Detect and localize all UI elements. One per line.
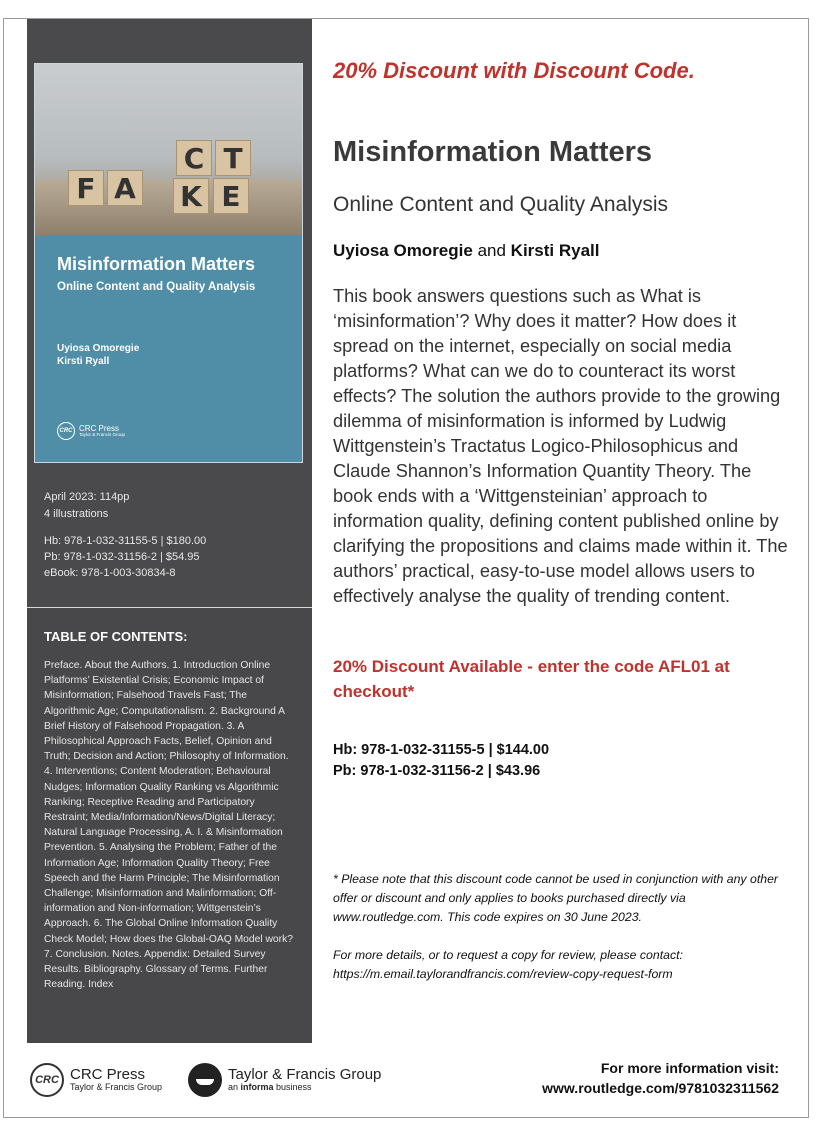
cover-block-f: F (68, 170, 104, 206)
discount-terms-note: * Please note that this discount code cannot be used in conjunction with any other offer or discount and only applies to books purchased directly via www.routledge.com. This code expires on 30 June 2023. (333, 872, 779, 924)
cover-title: Misinformation Matters (57, 254, 256, 274)
isbn-hb: Hb: 978-1-032-31155-5 | $180.00 (44, 535, 207, 547)
crc-logo-name: CRC Press (70, 1065, 146, 1083)
tf-logo-sub (228, 1083, 381, 1093)
toc-text: Preface. About the Authors. 1. Introduction Online Platforms’ Existential Crisis; Economic Impact of Misinformation; Falsehood Travels Fast; The Algorithmic Age; Computationalism. 2. Background A Brief History of Falsehood Propagation. 3. A Philosophical Approach Facts, Belief, Opinion and Truth; Decision and Action; Philosophy of Information. 4. Interventions; Content Moderation; Behavioural Nudges; Information Quality Ranking vs Algorithmic Ranking; Receptive Reading and Participatory Restraint; Media/Information/News/Digital Literacy; Natural Language Processing, A. I. & Misinformation Prevention. 5. Analysing the Problem; Father of the Information Age; Information Quality Theory; Free Speech and the Harm Principle; The Misinformation Challenge; Misinformation and Malinformation; Off-information and Non-information; Wittgenstein’s Approach. 6. The Global Online Information Quality Check Model; How does the Global-OAQ Model work? 7. Conclusion. Notes. Appendix: Detailed Survey Results. Bibliography. Glossary of Terms. Further Reading. Index (44, 660, 293, 991)
tf-sub-suffix: business (273, 1082, 312, 1093)
cover-publisher (57, 422, 125, 440)
more-info-link[interactable]: www.routledge.com/9781032311562 (542, 1080, 779, 1096)
discount-code-offer: 20% Discount Available - enter the code AFL01 at checkout* (333, 657, 730, 701)
crc-logo-icon: CRC (57, 422, 75, 440)
discount-banner: 20% Discount with Discount Code. (333, 58, 695, 83)
cover-block-t: T (215, 140, 251, 176)
tf-sub-prefix: an (228, 1082, 241, 1093)
book-cover (34, 63, 303, 463)
crc-logo-sub: Taylor & Francis Group (70, 1082, 163, 1093)
isbn-ebook: eBook: 978-1-003-30834-8 (44, 567, 176, 579)
price-hb: Hb: 978-1-032-31155-5 | $144.00 (333, 742, 550, 758)
cover-author-2: Kirsti Ryall (57, 356, 110, 367)
authors (333, 241, 599, 261)
review-copy-contact: For more details, or to request a copy for review, please contact: https://m.email.taylorandfrancis.com/review-copy-request-form (333, 948, 683, 981)
cover-block-e: E (213, 178, 249, 214)
author-1: Uyiosa Omoregie (333, 241, 473, 260)
crc-press-logo (30, 1063, 162, 1097)
taylor-francis-logo (188, 1063, 381, 1097)
tf-logo-name: Taylor & Francis Group (228, 1065, 382, 1083)
page-subtitle: Online Content and Quality Analysis (333, 193, 669, 216)
cover-block-c: C (176, 140, 212, 176)
page-title: Misinformation Matters (333, 136, 653, 168)
toc-heading: TABLE OF CONTENTS: (44, 629, 188, 644)
illustration-count: 4 illustrations (44, 508, 109, 520)
isbn-pb: Pb: 978-1-032-31156-2 | $54.95 (44, 551, 200, 563)
book-description: This book answers questions such as What is ‘misinformation’? Why does it matter? How does it spread on the internet, especially on social media platforms? What can we do to counteract its worst effects? The solution the authors provide to the growing dilemma of misinformation is informed by Ludwig Wittgenstein’s Tractatus Logico-Philosophicus and Claude Shannon’s Information Quantity Theory. The book ends with a ‘Wittgensteinian’ approach to information quality, defining content published online by clarifying the propositions and claims made within it. The authors’ practical, easy-to-use model allows users to effectively analyse the quality of trending content. (333, 286, 788, 606)
author-2: Kirsti Ryall (510, 241, 600, 260)
more-info-label: For more information visit: (600, 1060, 779, 1076)
publication-date: April 2023: 114pp (44, 491, 130, 503)
lamp-icon (188, 1063, 222, 1097)
sidebar (27, 19, 312, 1042)
cover-subtitle: Online Content and Quality Analysis (57, 281, 256, 293)
cover-author-1: Uyiosa Omoregie (57, 343, 140, 354)
table-of-contents (27, 607, 312, 1043)
crc-logo-icon: CRC (30, 1063, 64, 1097)
author-conjunction: and (477, 241, 506, 260)
cover-block-k: K (173, 178, 209, 214)
tf-sub-brand: informa (240, 1082, 274, 1093)
cover-publisher-name: CRC Press (79, 423, 120, 433)
price-pb: Pb: 978-1-032-31156-2 | $43.96 (333, 763, 541, 779)
cover-block-a: A (107, 170, 143, 206)
cover-photo (35, 64, 302, 236)
cover-publisher-sub: Taylor & Francis Group (79, 431, 126, 437)
